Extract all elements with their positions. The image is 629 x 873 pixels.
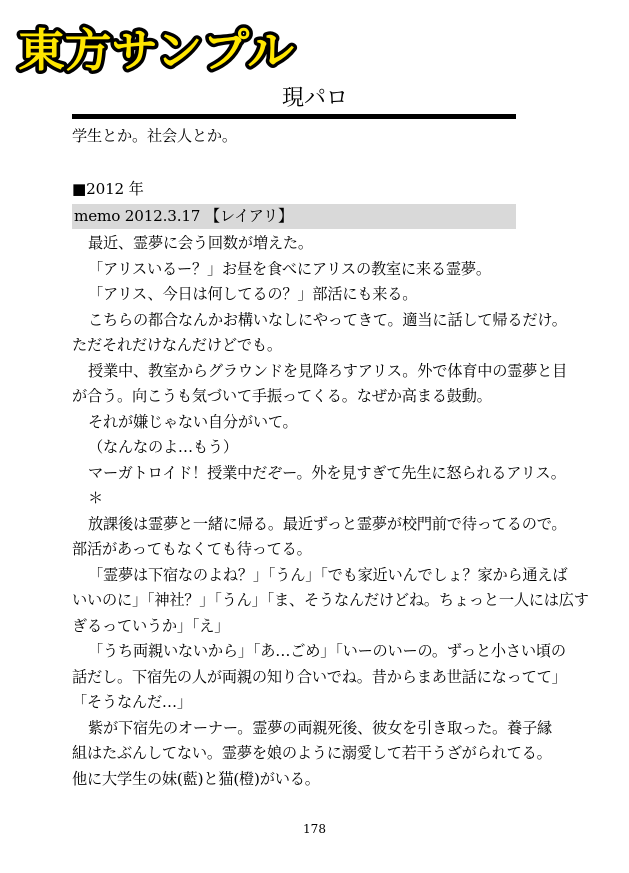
sample-stamp-text: 東方サンプル (18, 24, 294, 77)
section-heading: ■2012 年 (72, 179, 144, 198)
text-line: 紫が下宿先のオーナー。霊夢の両親死後、彼女を引き取った。養子縁 (88, 718, 553, 737)
title-rule (72, 114, 516, 119)
text-line: が合う。向こうも気づいて手振ってくる。なぜか高まる鼓動。 (72, 387, 492, 405)
text-line: 「霊夢は下宿なのよね？」「うん」「でも家近いんでしょ？家から通えば (88, 565, 568, 584)
text-line: 組はたぶんしてない。霊夢を娘のように溺愛して若干うざがられてる。 (72, 744, 552, 762)
text-line: それが嫌じゃない自分がいて。 (88, 412, 298, 431)
text-line: 他に大学生の妹(藍)と猫(橙)がいる。 (72, 769, 320, 788)
chapter-title: 現パロ (281, 86, 348, 111)
text-line: 授業中、教室からグラウンドを見降ろすアリス。外で体育中の霊夢と目 (88, 361, 568, 380)
text-line: 話だし。下宿先の人が両親の知り合いでね。昔からまあ世話になってて」 (72, 667, 567, 686)
text-line: 部活があってもなくても待ってる。 (72, 540, 312, 558)
text-line: （なんなのよ…もう） (88, 438, 238, 456)
page-number: 178 (303, 822, 326, 836)
text-line: 最近、霊夢に会う回数が増えた。 (88, 234, 313, 252)
text-line: マーガトロイド！授業中だぞー。外を見すぎて先生に怒られるアリス。 (88, 463, 566, 482)
blank-line (72, 150, 522, 177)
text-line: 放課後は霊夢と一緒に帰る。最近ずっと霊夢が校門前で待ってるので。 (88, 514, 567, 533)
scene-break: ＊ (88, 489, 103, 507)
text-line: 学生とか。社会人とか。 (72, 127, 237, 145)
body-text (72, 124, 589, 792)
text-line: 「そうなんだ…」 (72, 693, 192, 711)
text-line: ぎるっていうか」「え」 (72, 616, 230, 635)
text-line: 「アリス、今日は何してるの？」部活にも来る。 (88, 285, 418, 303)
sample-stamp-graphic (12, 18, 302, 80)
sample-stamp (12, 18, 302, 80)
text-line: ただそれだけなんだけどでも。 (72, 336, 282, 354)
text-line: いいのに」「神社？」「うん」「ま、そうなんだけどね。ちょっと一人には広す (72, 591, 589, 609)
text-line: 「アリスいるー？」お昼を食べにアリスの教室に来る霊夢。 (88, 259, 491, 278)
text-line: 「うち両親いないから」「あ…ごめ」「いーのいーの。ずっと小さい頃の (88, 642, 566, 660)
memo-label: memo 2012.3.17 【レイアリ】 (72, 204, 516, 229)
text-line: こちらの都合なんかお構いなしにやってきて。適当に話して帰るだけ。 (88, 310, 567, 329)
